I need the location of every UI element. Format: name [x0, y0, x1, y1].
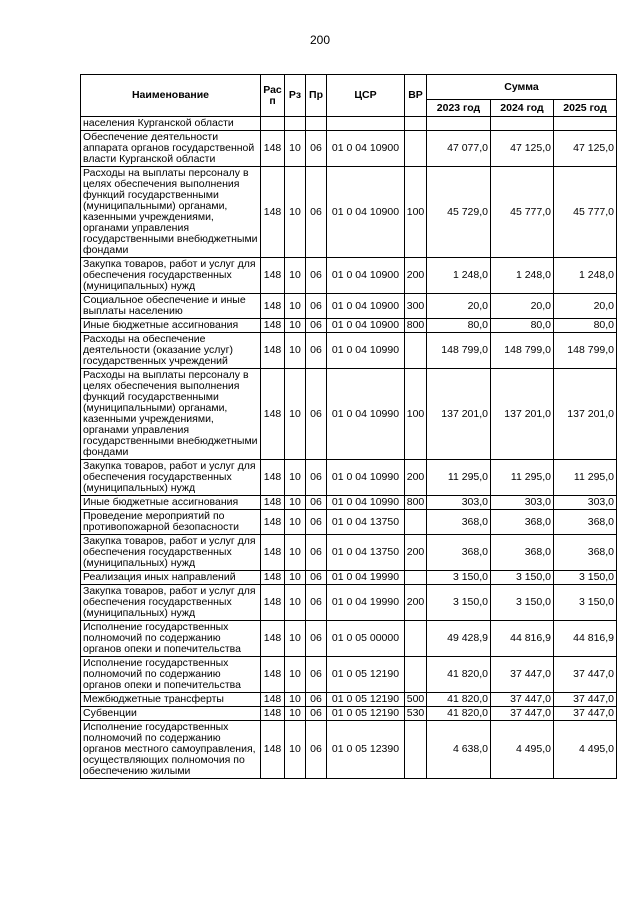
cell-pr: 06: [306, 369, 327, 460]
cell-2025: 45 777,0: [554, 167, 617, 258]
header-rz: Рз: [285, 75, 306, 117]
cell-csr: 01 0 05 12190: [327, 693, 405, 707]
cell-name: Иные бюджетные ассигнования: [81, 319, 261, 333]
table-row: [81, 510, 617, 535]
cell-pr: 06: [306, 167, 327, 258]
cell-rz: 10: [285, 333, 306, 369]
cell-name: населения Курганской области: [81, 117, 261, 131]
cell-rasp: 148: [261, 131, 285, 167]
cell-2023: 47 077,0: [427, 131, 491, 167]
table-row: [81, 721, 617, 779]
table-row: [81, 167, 617, 258]
cell-2025: 3 150,0: [554, 571, 617, 585]
table-row: [81, 294, 617, 319]
cell-csr: 01 0 05 00000: [327, 621, 405, 657]
cell-name: Реализация иных направлений: [81, 571, 261, 585]
cell-rasp: 148: [261, 707, 285, 721]
page-number: 200: [309, 33, 331, 47]
header-csr: ЦСР: [327, 75, 405, 117]
cell-pr: 06: [306, 571, 327, 585]
cell-2025: 37 447,0: [554, 657, 617, 693]
cell-2025: 37 447,0: [554, 707, 617, 721]
cell-pr: 06: [306, 721, 327, 779]
cell-2024: 80,0: [491, 319, 554, 333]
cell-rz: 10: [285, 657, 306, 693]
cell-pr: 06: [306, 258, 327, 294]
cell-rz: 10: [285, 258, 306, 294]
cell-csr: 01 0 04 10900: [327, 258, 405, 294]
table-row: [81, 657, 617, 693]
table-row: [81, 319, 617, 333]
cell-rasp: 148: [261, 693, 285, 707]
cell-name: Обеспечение деятельности аппарата органов государственной власти Курганской области: [81, 131, 261, 167]
budget-table: [80, 74, 617, 779]
cell-pr: 06: [306, 693, 327, 707]
cell-rasp: 148: [261, 258, 285, 294]
cell-rz: 10: [285, 131, 306, 167]
cell-2024: 37 447,0: [491, 707, 554, 721]
cell-2025: 11 295,0: [554, 460, 617, 496]
cell-vr: [405, 657, 427, 693]
cell-vr: 300: [405, 294, 427, 319]
cell-rz: 10: [285, 693, 306, 707]
cell-pr: 06: [306, 657, 327, 693]
cell-rasp: 148: [261, 333, 285, 369]
cell-rz: 10: [285, 167, 306, 258]
cell-2025: 1 248,0: [554, 258, 617, 294]
cell-rasp: 148: [261, 369, 285, 460]
header-vr: ВР: [405, 75, 427, 117]
cell-rz: 10: [285, 585, 306, 621]
cell-name: Расходы на выплаты персоналу в целях обеспечения выполнения функций государственными (муниципальными) органами, казенными учреждениями, органами управления государственными внебюджетными фондами: [81, 369, 261, 460]
cell-vr: [405, 333, 427, 369]
cell-vr: 200: [405, 585, 427, 621]
table-row: [81, 131, 617, 167]
cell-2024: 1 248,0: [491, 258, 554, 294]
cell-rasp: 148: [261, 657, 285, 693]
cell-csr: 01 0 04 10900: [327, 319, 405, 333]
cell-rasp: 148: [261, 571, 285, 585]
cell-2023: 41 820,0: [427, 693, 491, 707]
table-row: [81, 693, 617, 707]
cell-csr: 01 0 04 10990: [327, 333, 405, 369]
cell-name: Расходы на обеспечение деятельности (оказание услуг) государственных учреждений: [81, 333, 261, 369]
cell-rasp: 148: [261, 721, 285, 779]
cell-name: Социальное обеспечение и иные выплаты населению: [81, 294, 261, 319]
cell-vr: 530: [405, 707, 427, 721]
cell-vr: [405, 117, 427, 131]
cell-2023: 41 820,0: [427, 657, 491, 693]
cell-csr: 01 0 05 12190: [327, 657, 405, 693]
cell-rasp: 148: [261, 496, 285, 510]
cell-2023: 3 150,0: [427, 585, 491, 621]
cell-vr: [405, 510, 427, 535]
cell-2024: 148 799,0: [491, 333, 554, 369]
cell-vr: 500: [405, 693, 427, 707]
cell-2023: 20,0: [427, 294, 491, 319]
cell-2024: 368,0: [491, 535, 554, 571]
cell-2023: 368,0: [427, 510, 491, 535]
cell-2025: 368,0: [554, 535, 617, 571]
cell-vr: 200: [405, 460, 427, 496]
cell-pr: 06: [306, 460, 327, 496]
cell-vr: [405, 571, 427, 585]
cell-name: Исполнение государственных полномочий по содержанию органов опеки и попечительства: [81, 621, 261, 657]
cell-csr: 01 0 04 13750: [327, 510, 405, 535]
cell-pr: 06: [306, 621, 327, 657]
header-year-2023: 2023 год: [427, 100, 491, 117]
cell-csr: 01 0 04 10990: [327, 460, 405, 496]
cell-csr: 01 0 04 10990: [327, 369, 405, 460]
cell-2024: 4 495,0: [491, 721, 554, 779]
cell-2025: 20,0: [554, 294, 617, 319]
cell-rz: 10: [285, 496, 306, 510]
cell-rz: 10: [285, 294, 306, 319]
cell-pr: 06: [306, 707, 327, 721]
cell-rasp: 148: [261, 460, 285, 496]
cell-2025: 47 125,0: [554, 131, 617, 167]
cell-vr: 800: [405, 496, 427, 510]
cell-rasp: 148: [261, 294, 285, 319]
cell-2024: 368,0: [491, 510, 554, 535]
cell-2023: [427, 117, 491, 131]
cell-vr: [405, 131, 427, 167]
cell-2025: 37 447,0: [554, 693, 617, 707]
table-row: [81, 460, 617, 496]
cell-vr: [405, 721, 427, 779]
cell-csr: 01 0 05 12390: [327, 721, 405, 779]
table-row: [81, 496, 617, 510]
cell-name: Закупка товаров, работ и услуг для обеспечения государственных (муниципальных) нужд: [81, 460, 261, 496]
header-year-2025: 2025 год: [554, 100, 617, 117]
cell-2025: 148 799,0: [554, 333, 617, 369]
table-row: [81, 333, 617, 369]
cell-2024: [491, 117, 554, 131]
cell-2023: 303,0: [427, 496, 491, 510]
table-row: [81, 621, 617, 657]
table-row: [81, 571, 617, 585]
cell-csr: 01 0 04 19990: [327, 571, 405, 585]
cell-pr: 06: [306, 496, 327, 510]
cell-rz: 10: [285, 621, 306, 657]
cell-rasp: 148: [261, 585, 285, 621]
cell-name: Закупка товаров, работ и услуг для обеспечения государственных (муниципальных) нужд: [81, 585, 261, 621]
cell-2024: 45 777,0: [491, 167, 554, 258]
cell-2025: 137 201,0: [554, 369, 617, 460]
cell-rasp: [261, 117, 285, 131]
cell-2024: 11 295,0: [491, 460, 554, 496]
cell-vr: 100: [405, 369, 427, 460]
cell-2024: 303,0: [491, 496, 554, 510]
cell-2023: 148 799,0: [427, 333, 491, 369]
cell-rasp: 148: [261, 535, 285, 571]
cell-2025: [554, 117, 617, 131]
cell-2023: 137 201,0: [427, 369, 491, 460]
cell-name: Исполнение государственных полномочий по содержанию органов опеки и попечительства: [81, 657, 261, 693]
cell-2025: 4 495,0: [554, 721, 617, 779]
cell-pr: 06: [306, 535, 327, 571]
cell-2023: 368,0: [427, 535, 491, 571]
cell-csr: 01 0 05 12190: [327, 707, 405, 721]
cell-2023: 1 248,0: [427, 258, 491, 294]
cell-2025: 3 150,0: [554, 585, 617, 621]
cell-rasp: 148: [261, 319, 285, 333]
cell-2025: 368,0: [554, 510, 617, 535]
cell-2023: 49 428,9: [427, 621, 491, 657]
cell-rz: 10: [285, 319, 306, 333]
cell-name: Исполнение государственных полномочий по содержанию органов местного самоуправления, осуществляющих полномочия по обеспечению жилыми: [81, 721, 261, 779]
table-row: [81, 258, 617, 294]
cell-rz: [285, 117, 306, 131]
header-name: Наименование: [81, 75, 261, 117]
cell-pr: 06: [306, 585, 327, 621]
cell-2023: 11 295,0: [427, 460, 491, 496]
cell-csr: 01 0 04 10900: [327, 131, 405, 167]
cell-rz: 10: [285, 571, 306, 585]
cell-name: Иные бюджетные ассигнования: [81, 496, 261, 510]
cell-2023: 45 729,0: [427, 167, 491, 258]
table-row: [81, 369, 617, 460]
cell-2024: 47 125,0: [491, 131, 554, 167]
cell-csr: 01 0 04 10990: [327, 496, 405, 510]
cell-vr: 100: [405, 167, 427, 258]
cell-rz: 10: [285, 510, 306, 535]
cell-rasp: 148: [261, 510, 285, 535]
cell-name: Закупка товаров, работ и услуг для обеспечения государственных (муниципальных) нужд: [81, 535, 261, 571]
cell-name: Проведение мероприятий по противопожарной безопасности: [81, 510, 261, 535]
cell-2025: 80,0: [554, 319, 617, 333]
cell-2024: 37 447,0: [491, 657, 554, 693]
cell-rz: 10: [285, 460, 306, 496]
cell-2024: 37 447,0: [491, 693, 554, 707]
cell-pr: 06: [306, 333, 327, 369]
cell-pr: 06: [306, 294, 327, 319]
cell-2023: 4 638,0: [427, 721, 491, 779]
table-row: [81, 117, 617, 131]
cell-rz: 10: [285, 707, 306, 721]
cell-pr: 06: [306, 510, 327, 535]
cell-2024: 3 150,0: [491, 571, 554, 585]
cell-pr: [306, 117, 327, 131]
cell-rasp: 148: [261, 167, 285, 258]
cell-csr: 01 0 04 19990: [327, 585, 405, 621]
cell-rz: 10: [285, 369, 306, 460]
cell-rasp: 148: [261, 621, 285, 657]
cell-2023: 3 150,0: [427, 571, 491, 585]
header-sum: Сумма: [427, 75, 617, 100]
cell-name: Межбюджетные трансферты: [81, 693, 261, 707]
cell-vr: 800: [405, 319, 427, 333]
cell-2024: 3 150,0: [491, 585, 554, 621]
table-row: [81, 535, 617, 571]
header-rasp: Рас п: [261, 75, 285, 117]
cell-2024: 137 201,0: [491, 369, 554, 460]
cell-name: Субвенции: [81, 707, 261, 721]
table-body: [81, 117, 617, 779]
cell-csr: [327, 117, 405, 131]
cell-vr: 200: [405, 258, 427, 294]
cell-2025: 303,0: [554, 496, 617, 510]
cell-csr: 01 0 04 10900: [327, 294, 405, 319]
cell-name: Расходы на выплаты персоналу в целях обеспечения выполнения функций государственными (муниципальными) органами, казенными учреждениями, органами управления государственными внебюджетными фондами: [81, 167, 261, 258]
cell-2025: 44 816,9: [554, 621, 617, 657]
table-row: [81, 585, 617, 621]
table-row: [81, 707, 617, 721]
cell-rz: 10: [285, 535, 306, 571]
cell-vr: 200: [405, 535, 427, 571]
cell-2023: 41 820,0: [427, 707, 491, 721]
cell-pr: 06: [306, 131, 327, 167]
cell-csr: 01 0 04 13750: [327, 535, 405, 571]
cell-name: Закупка товаров, работ и услуг для обеспечения государственных (муниципальных) нужд: [81, 258, 261, 294]
cell-2024: 20,0: [491, 294, 554, 319]
cell-csr: 01 0 04 10900: [327, 167, 405, 258]
cell-pr: 06: [306, 319, 327, 333]
cell-rz: 10: [285, 721, 306, 779]
cell-2024: 44 816,9: [491, 621, 554, 657]
cell-vr: [405, 621, 427, 657]
cell-2023: 80,0: [427, 319, 491, 333]
header-year-2024: 2024 год: [491, 100, 554, 117]
header-pr: Пр: [306, 75, 327, 117]
